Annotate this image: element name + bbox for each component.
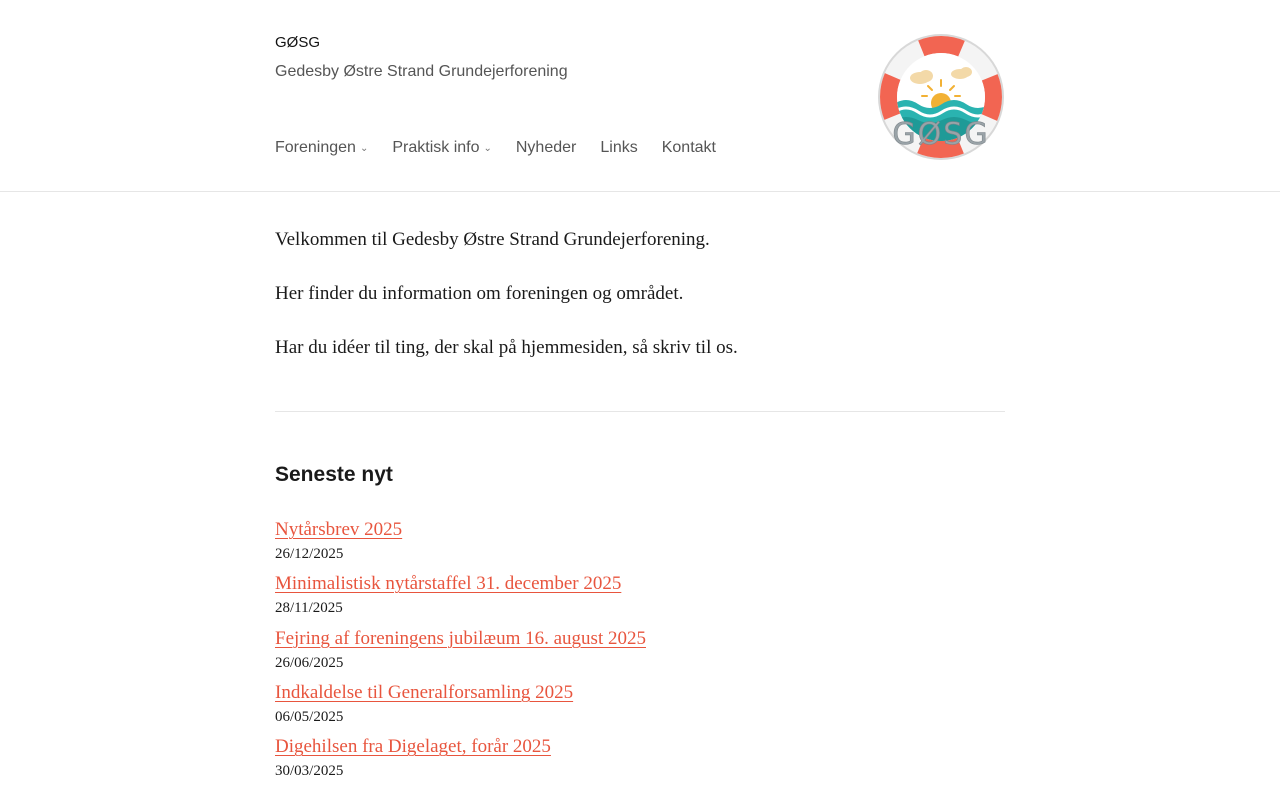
news-item-date: 28/11/2025 [275,600,343,617]
nav-item-label: Praktisk info [392,139,480,156]
chevron-down-icon: ⌄ [359,143,369,154]
intro-section [275,226,1005,388]
chevron-down-icon: ⌄ [483,143,492,154]
section-divider [275,411,1005,412]
latest-news-list [275,517,1005,788]
nav-item-label: Nyheder [515,139,577,156]
news-item [275,734,1005,788]
news-item-link[interactable]: Fejring af foreningens jubilæum 16. august 2025 [275,627,646,649]
nav-item-foreningen[interactable] [275,138,368,158]
news-item-date: 30/03/2025 [275,763,344,780]
intro-paragraph: Her finder du information om foreningen og området. [275,283,684,304]
site-title-link[interactable]: GØSG [275,34,321,51]
news-item [275,680,1005,734]
lifebuoy-logo-icon [876,32,1006,162]
nav-item-label: Links [600,139,638,156]
news-item-link[interactable]: Nytårsbrev 2025 [275,519,403,540]
intro-paragraph: Har du idéer til ting, der skal på hjemmesiden, så skriv til os. [275,337,738,358]
news-item-date: 06/05/2025 [275,708,344,725]
news-item [275,626,1005,680]
site-logo[interactable] [876,32,1006,162]
nav-item-praktisk-info[interactable] [392,138,492,158]
news-item-date: 26/06/2025 [275,654,344,671]
news-item-link[interactable]: Indkaldelse til Generalforsamling 2025 [275,681,574,703]
logo-text: GØSG [892,117,990,152]
nav-item-kontakt[interactable] [662,138,716,158]
news-item [275,517,1005,571]
main-navigation [275,138,740,158]
news-item-link[interactable]: Digehilsen fra Digelaget, forår 2025 [275,736,551,758]
nav-item-label: Kontakt [661,139,716,156]
latest-news-heading: Seneste nyt [275,463,393,486]
intro-paragraph: Velkommen til Gedesby Østre Strand Grundejerforening. [275,229,710,250]
news-item-date: 26/12/2025 [275,546,344,562]
nav-item-nyheder[interactable] [516,138,576,158]
site-tagline: Gedesby Østre Strand Grundejerforening [275,63,568,80]
nav-item-label: Foreningen [275,139,356,156]
nav-item-links[interactable] [600,138,637,158]
news-item-link[interactable]: Minimalistisk nytårstaffel 31. december 2025 [275,573,622,595]
news-item [275,571,1005,625]
site-header [0,0,1280,192]
